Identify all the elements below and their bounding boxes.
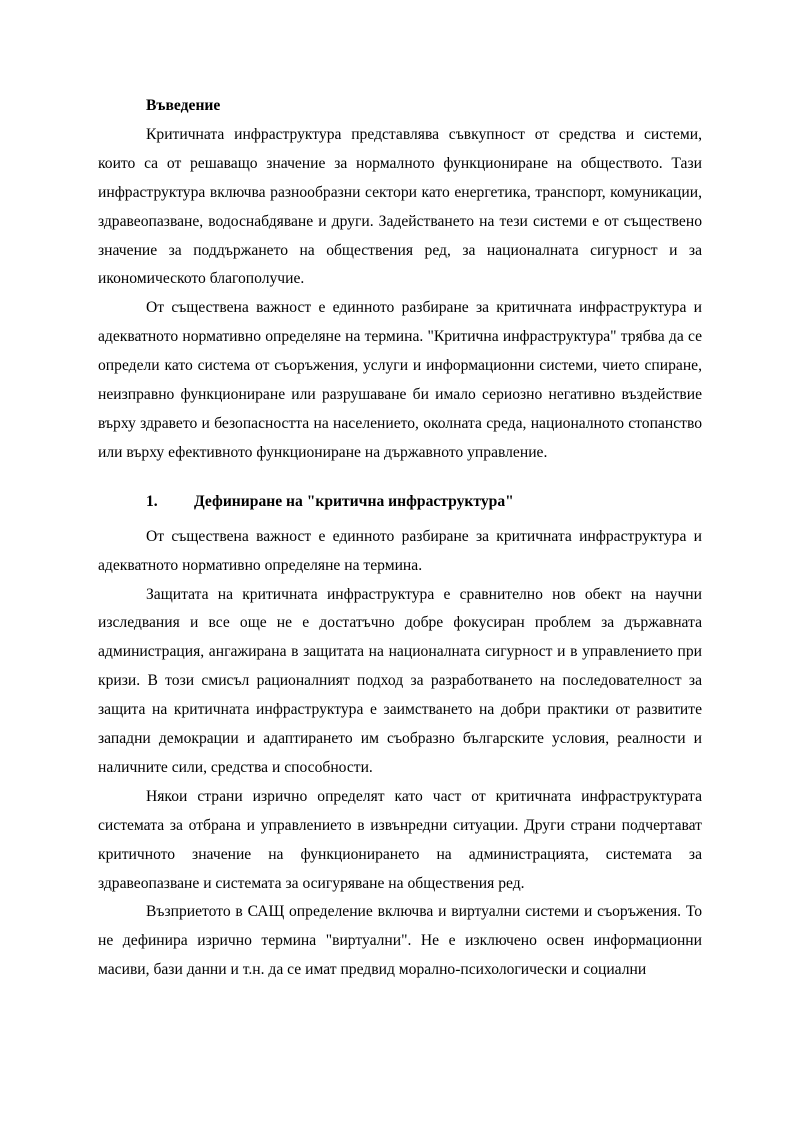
section-1-paragraph: От съществена важност е единното разбиране за критичната инфраструктура и адекватното нормативно определяне на термина. xyxy=(98,527,702,574)
section-1-paragraph: Защитата на критичната инфраструктура е сравнително нов обект на научни изследвания и все още не е достатъчно добре фокусиран проблем за държавната администрация, ангажирана в защитата на националната сигурност и в управлението при кризи. В този смисъл рационалният подход за разработването на последователност за защита на критичната инфраструктура е заимстването на добри практики от развитите западни демокрации и адаптирането им съобразно българските условия, реалности и наличните сили, средства и способности. xyxy=(98,585,702,776)
document-body xyxy=(98,92,702,985)
intro-paragraph: Критичната инфраструктура представлява съвкупност от средства и системи, които са от решаващо значение за нормалното функциониране на обществото. Тази инфраструктура включва разнообразни сектори като енергетика, транспорт, комуникации, здравеопазване, водоснабдяване и други. Задействането на тези системи е от съществено значение за поддържането на обществения ред, за националната сигурност и за икономическото благополучие. xyxy=(98,125,702,288)
section-1-heading xyxy=(98,488,702,517)
section-1-title: Дефиниране на "критична инфраструктура" xyxy=(194,492,514,510)
section-1-paragraph: Някои страни изрично определят като част от критичната инфраструктурата системата за отбрана и управлението в извънредни ситуации. Други страни подчертават критичното значение на функционирането на администрацията, системата за здравеопазване и системата за осигуряване на обществения ред. xyxy=(98,787,702,892)
intro-paragraph: От съществена важност е единното разбиране за критичната инфраструктура и адекватното нормативно определяне на термина. "Критична инфраструктура" трябва да се определи като система от съоръжения, услуги и информационни системи, чието спиране, неизправно функциониране или разрушаване би имало сериозно негативно въздействие върху здравето и безопасността на населението, околната среда, националното стопанство или върху ефективното функциониране на държавното управление. xyxy=(98,299,702,461)
section-1-paragraph: Възприетото в САЩ определение включва и виртуални системи и съоръжения. То не дефинира изрично термина "виртуални". Не е изключено освен информационни масиви, бази данни и т.н. да се имат предвид морално-психологически и социални xyxy=(98,903,702,979)
intro-heading: Въведение xyxy=(146,97,221,114)
section-1-number: 1. xyxy=(146,492,158,510)
